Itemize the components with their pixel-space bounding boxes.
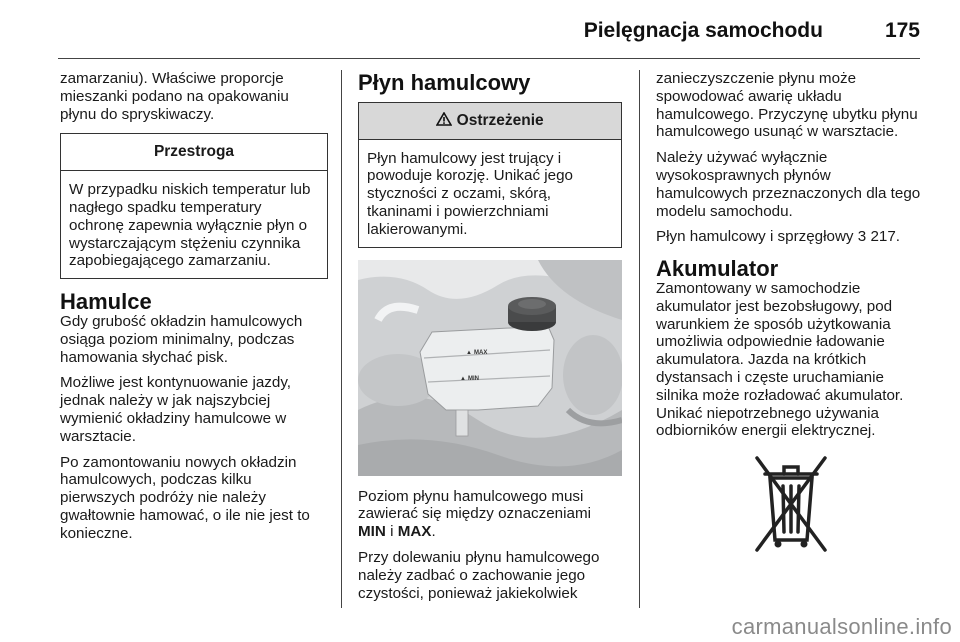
washer-fluid-text: zamarzaniu). Właściwe proporcje mieszanki podano na opakowaniu płynu do spryskiwaczy. xyxy=(60,70,289,123)
max-marking: MAX xyxy=(474,349,488,356)
column-right xyxy=(656,70,926,556)
page-header xyxy=(0,14,920,48)
brakes-heading: Hamulce xyxy=(60,289,152,315)
warning-triangle-icon xyxy=(436,112,456,129)
column-middle xyxy=(358,70,622,610)
warning-header xyxy=(359,103,621,140)
warning-text: Płyn hamulcowy jest trujący i powoduje korozję. Unikać jego styczności z oczami, skórą, tkaninami i powierzchniami lakierowanymi. xyxy=(367,149,573,238)
battery-text: Zamontowany w samochodzie akumulator jest bezobsługowy, pod warunkiem że sposób użytkowania umożliwia odpowiednie ładowanie akumulatora. Jazda na krótkich dystansach i częste uruchamianie silnika może rozładować akumulator. Unikać niepotrzebnego używania odbiorników energii elektrycznej. xyxy=(656,279,904,440)
brake-fluid-heading: Płyn hamulcowy xyxy=(358,70,531,95)
min-label: MIN xyxy=(358,523,386,541)
watermark: carmanualsonline.info xyxy=(731,614,952,639)
page-number: 175 xyxy=(884,19,920,42)
page-title: Pielęgnacja samochodu xyxy=(583,19,823,42)
column-divider-2 xyxy=(639,70,640,608)
warning-box xyxy=(358,102,622,248)
caution-box xyxy=(60,133,328,279)
ref-arrow-icon: 3 xyxy=(857,228,867,246)
svg-text:▲: ▲ xyxy=(466,349,472,356)
svg-text:▲: ▲ xyxy=(460,375,466,382)
max-label: MAX xyxy=(397,523,432,541)
battery-heading: Akumulator xyxy=(656,256,779,282)
crossed-out-bin-icon xyxy=(751,452,831,556)
fluid-spec-text: Należy używać wyłącznie wysokosprawnych płynów hamulcowych przeznaczonych dla tego modelu samochodu. xyxy=(656,149,921,220)
brake-fluid-reservoir-photo xyxy=(358,260,622,476)
column-left xyxy=(60,70,328,551)
brakes-text-3: Po zamontowaniu nowych okładzin hamulcowych, podczas kilku pierwszych podróży nie należy gwałtownie hamować, o ile nie jest to konieczne. xyxy=(60,453,310,542)
cross-reference: Płyn hamulcowy i sprzęgłowy 3 217. xyxy=(656,228,900,246)
ref-page-link[interactable]: 217. xyxy=(870,228,900,246)
refill-text: Przy dolewaniu płynu hamulcowego należy zadbać o zachowanie jego czystości, ponieważ jakiekolwiek xyxy=(358,548,600,602)
min-marking: MIN xyxy=(468,375,479,382)
caution-text: W przypadku niskich temperatur lub nagłego spadku temperatury ochronę zapewnia wyłącznie płyn o wystarczającym stężeniu czynnika zapobiegającego zamarzaniu. xyxy=(69,181,311,270)
column-divider xyxy=(341,70,342,608)
caution-heading: Przestroga xyxy=(61,134,327,171)
warning-heading: Ostrzeżenie xyxy=(456,111,544,129)
header-divider xyxy=(58,58,920,59)
contamination-text: zanieczyszczenie płynu może spowodować awarię układu hamulcowego. Przyczynę ubytku płynu hamulcowego usunąć w warsztacie. xyxy=(656,70,918,141)
brakes-text-2: Możliwe jest kontynuowanie jazdy, jednak należy w jak najszybciej wymienić okładziny hamulcowe w warsztacie. xyxy=(60,374,292,445)
fluid-level-text: Poziom płynu hamulcowego musi zawierać się między oznaczeniami MIN i MAX. xyxy=(358,487,591,541)
brakes-text-1: Gdy grubość okładzin hamulcowych osiąga poziom minimalny, podczas hamowania słychać pisk. xyxy=(60,312,303,366)
